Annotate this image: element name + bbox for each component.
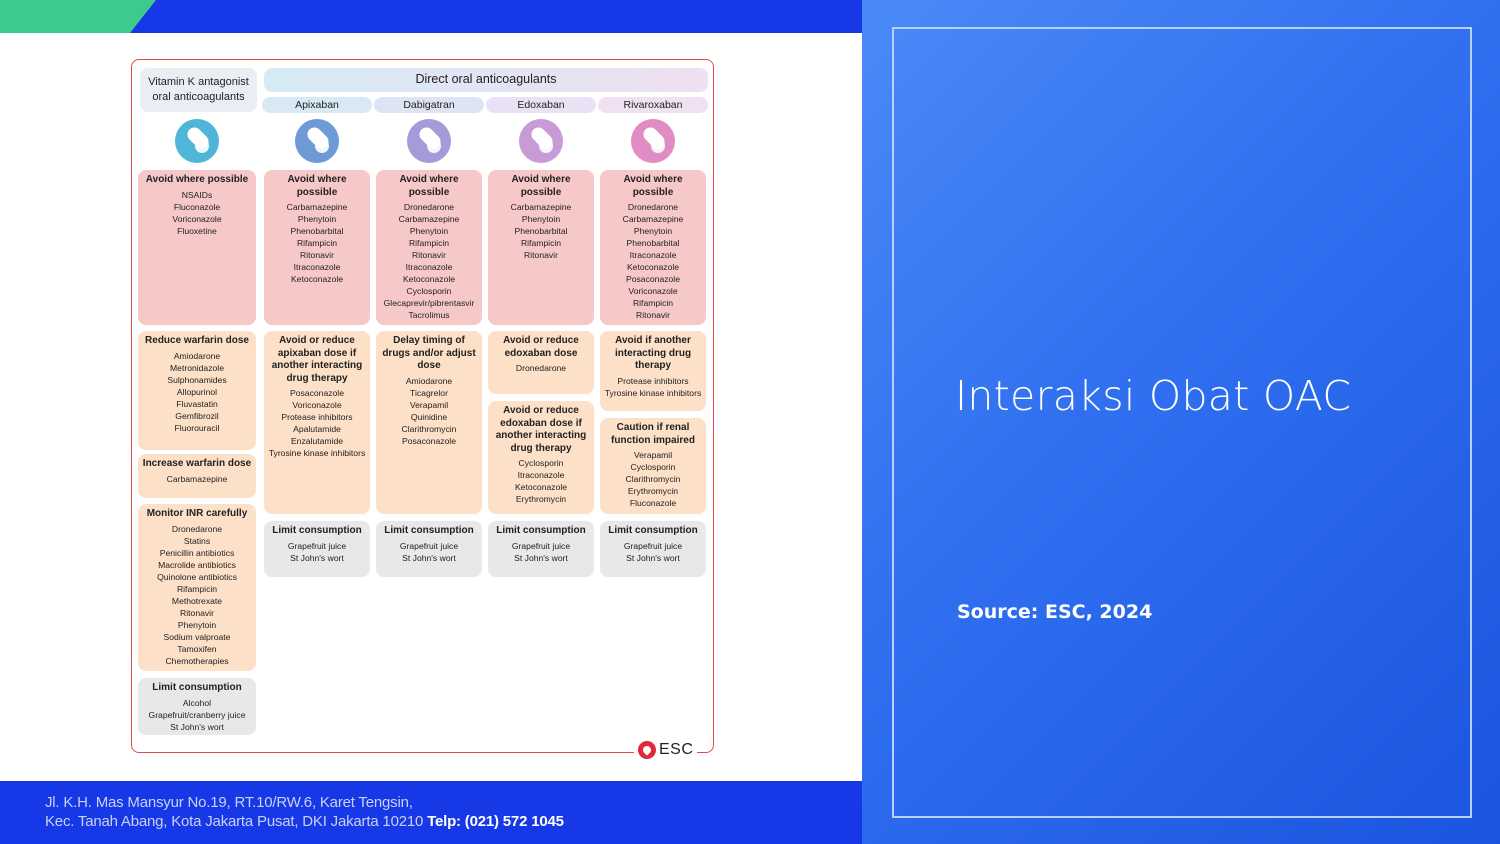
block-title: Monitor INR carefully — [146, 508, 248, 519]
drug-item: Grapefruit juice — [399, 540, 459, 551]
drug-item: Ketoconazole — [626, 262, 680, 272]
block-title: Avoid or reduce edoxaban dose — [503, 335, 579, 359]
drug-item: Fluorouracil — [174, 422, 220, 433]
drug-item: Dronedarone — [515, 363, 567, 373]
drug-item: Carbamazepine — [286, 202, 348, 212]
drug-item: Posaconazole — [402, 435, 456, 446]
block-title: Limit consumption — [496, 525, 586, 536]
esc-logo-text: ESC — [659, 741, 694, 758]
drug-item: Voriconazole — [292, 400, 342, 410]
interaction-block — [600, 521, 706, 577]
drug-item: Ritonavir — [412, 250, 446, 260]
drug-item: Apalutamide — [293, 424, 341, 434]
drug-item: Itraconazole — [293, 262, 341, 272]
drug-item: Phenytoin — [177, 619, 217, 630]
drug-item: Verapamil — [633, 450, 673, 460]
drug-item: Grapefruit juice — [623, 540, 683, 551]
drug-item: Ritonavir — [524, 250, 558, 260]
drug-item: Carbamazepine — [622, 214, 684, 224]
phone-number: Telp: (021) 572 1045 — [427, 813, 564, 830]
doac-header: Direct oral anticoagulants — [264, 68, 708, 92]
block-title: Avoid where possible — [145, 174, 249, 185]
drug-item: NSAIDs — [181, 189, 213, 200]
heart-icon — [638, 741, 656, 759]
drug-item: Sodium valproate — [163, 631, 231, 642]
block-title: Avoid where possible — [399, 174, 459, 198]
drug-item: Chemotherapies — [165, 655, 229, 666]
interaction-block — [376, 170, 482, 325]
drug-item: Ketoconazole — [290, 274, 344, 284]
drug-item: Fluoxetine — [177, 225, 217, 236]
drug-item: Itraconazole — [405, 262, 453, 272]
drug-item: Phenobarbital — [626, 238, 680, 248]
drug-name-rivaroxaban: Rivaroxaban — [598, 97, 708, 113]
footer-address — [45, 793, 564, 831]
drug-item: Metronidazole — [170, 362, 224, 373]
drug-item: Phenytoin — [521, 214, 561, 224]
drug-item: St John's wort — [170, 721, 224, 732]
drug-item: Quinolone antibiotics — [157, 571, 237, 582]
drug-name-dabigatran: Dabigatran — [374, 97, 484, 113]
interaction-block — [138, 504, 256, 671]
drug-item: Fluconazole — [629, 498, 677, 508]
interaction-block — [376, 521, 482, 577]
pill-icon-tablet — [651, 139, 665, 153]
block-title: Avoid or reduce apixaban dose if another interacting drug therapy — [271, 335, 363, 384]
drug-item: Glecaprevir/pibrentasvir — [383, 298, 475, 308]
drug-item: Rifampicin — [520, 238, 562, 248]
vka-header-line1: Vitamin K antagonist — [148, 76, 249, 88]
address-line-2: Kec. Tanah Abang, Kota Jakarta Pusat, DKI Jakarta 10210 — [45, 813, 424, 830]
drug-item: Fluvastatin — [176, 398, 218, 409]
drug-item: Quinidine — [410, 411, 448, 422]
drug-item: Carbamazepine — [398, 214, 460, 224]
drug-item: Rifampicin — [632, 298, 674, 308]
interaction-block — [488, 170, 594, 325]
drug-item: Cyclosporin — [630, 462, 676, 472]
drug-item: Gemfibrozil — [175, 410, 219, 421]
address-line-1: Jl. K.H. Mas Mansyur No.19, RT.10/RW.6, Karet Tengsin, — [45, 794, 413, 811]
pill-icon — [175, 119, 219, 163]
interaction-block — [600, 418, 706, 514]
drug-item: Protease inhibitors — [617, 375, 689, 386]
vka-header-line2: oral anticoagulants — [152, 91, 245, 103]
block-title: Delay timing of drugs and/or adjust dose — [382, 335, 476, 371]
interaction-block — [138, 170, 256, 325]
interaction-block — [600, 331, 706, 411]
drug-item: Tyrosine kinase inhibitors — [268, 448, 366, 458]
block-title: Avoid or reduce edoxaban dose if another interacting drug therapy — [495, 405, 587, 454]
esc-logo — [634, 737, 697, 763]
drug-item: Cyclosporin — [406, 286, 452, 296]
drug-item: Grapefruit juice — [511, 540, 571, 551]
drug-item: Phenytoin — [633, 226, 673, 236]
block-title: Reduce warfarin dose — [145, 335, 249, 346]
drug-item: Protease inhibitors — [281, 412, 353, 422]
block-title: Caution if renal function impaired — [611, 422, 695, 446]
drug-item: Itraconazole — [517, 470, 565, 480]
slide-source: Source: ESC, 2024 — [957, 601, 1153, 623]
drug-item: Phenobarbital — [290, 226, 344, 236]
drug-item: St John's wort — [290, 552, 344, 563]
drug-item: Posaconazole — [290, 388, 344, 398]
interaction-block — [264, 331, 370, 514]
drug-item: Clarithromycin — [625, 474, 681, 484]
drug-item: Ticagrelor — [410, 387, 448, 398]
drug-item: Cyclosporin — [518, 458, 564, 468]
interaction-block — [264, 521, 370, 577]
block-title: Increase warfarin dose — [142, 458, 252, 469]
drug-item: Allopurinol — [176, 386, 218, 397]
pill-icon-tablet — [195, 139, 209, 153]
drug-item: Erythromycin — [515, 494, 567, 504]
interaction-block — [376, 331, 482, 514]
interaction-block — [138, 454, 256, 498]
drug-item: Verapamil — [409, 399, 449, 410]
drug-item: Tamoxifen — [177, 643, 217, 654]
drug-item: St John's wort — [402, 552, 456, 563]
pill-icon-tablet — [427, 139, 441, 153]
block-title: Avoid where possible — [287, 174, 347, 198]
drug-item: Rifampicin — [408, 238, 450, 248]
drug-item: Enzalutamide — [290, 436, 344, 446]
interaction-block — [138, 678, 256, 735]
drug-item: Carbamazepine — [166, 473, 228, 484]
drug-item: Grapefruit/cranberry juice — [148, 709, 246, 720]
drug-item: Dronedarone — [171, 523, 223, 534]
drug-item: Alcohol — [182, 697, 212, 708]
drug-name-apixaban: Apixaban — [262, 97, 372, 113]
drug-item: Clarithromycin — [401, 423, 457, 434]
interaction-block — [138, 331, 256, 450]
drug-item: Erythromycin — [627, 486, 679, 496]
drug-item: Voriconazole — [172, 213, 222, 224]
pill-icon-tablet — [539, 139, 553, 153]
pill-icon — [407, 119, 451, 163]
block-title: Avoid where possible — [511, 174, 571, 198]
block-title: Limit consumption — [152, 682, 242, 693]
drug-item: Ketoconazole — [514, 482, 568, 492]
block-title: Avoid where possible — [623, 174, 683, 198]
title-frame — [892, 27, 1472, 818]
block-title: Limit consumption — [272, 525, 362, 536]
pill-icon — [295, 119, 339, 163]
interaction-block — [264, 170, 370, 325]
drug-item: Posaconazole — [626, 274, 680, 284]
drug-item: Ketoconazole — [402, 274, 456, 284]
drug-item: Ritonavir — [636, 310, 670, 320]
block-title: Limit consumption — [608, 525, 698, 536]
interaction-block — [488, 401, 594, 514]
drug-item: Phenytoin — [409, 226, 449, 236]
drug-name-edoxaban: Edoxaban — [486, 97, 596, 113]
drug-item: St John's wort — [514, 552, 568, 563]
pill-icon-tablet — [315, 139, 329, 153]
drug-item: Sulphonamides — [167, 374, 227, 385]
interaction-block — [488, 521, 594, 577]
slide-title: Interaksi Obat OAC — [955, 372, 1352, 420]
drug-item: Ritonavir — [180, 607, 214, 618]
drug-item: Phenobarbital — [514, 226, 568, 236]
drug-item: Dronedarone — [403, 202, 455, 212]
drug-item: Ritonavir — [300, 250, 334, 260]
drug-item: Dronedarone — [627, 202, 679, 212]
drug-item: Phenytoin — [297, 214, 337, 224]
drug-item: Grapefruit juice — [287, 540, 347, 551]
drug-item: Tacrolimus — [408, 310, 450, 320]
top-bar-accent — [0, 0, 130, 33]
drug-item: Tyrosine kinase inhibitors — [604, 387, 702, 398]
pill-icon — [519, 119, 563, 163]
top-bar-accent-edge — [130, 0, 156, 33]
block-title: Limit consumption — [384, 525, 474, 536]
drug-item: Itraconazole — [629, 250, 677, 260]
drug-item: Amiodarone — [405, 375, 453, 386]
drug-item: Amiodarone — [173, 350, 221, 361]
vka-header — [140, 68, 257, 112]
pill-icon — [631, 119, 675, 163]
drug-item: St John's wort — [626, 552, 680, 563]
block-title: Avoid if another interacting drug therapy — [614, 335, 692, 371]
drug-item: Macrolide antibiotics — [158, 559, 236, 570]
interaction-block — [600, 170, 706, 325]
drug-item: Fluconazole — [173, 201, 221, 212]
drug-item: Voriconazole — [628, 286, 678, 296]
drug-item: Carbamazepine — [510, 202, 572, 212]
interaction-block — [488, 331, 594, 394]
drug-item: Rifampicin — [296, 238, 338, 248]
drug-item: Rifampicin — [176, 583, 218, 594]
drug-item: Methotrexate — [171, 595, 223, 606]
drug-item: Statins — [183, 535, 211, 546]
drug-item: Penicillin antibiotics — [159, 547, 235, 558]
